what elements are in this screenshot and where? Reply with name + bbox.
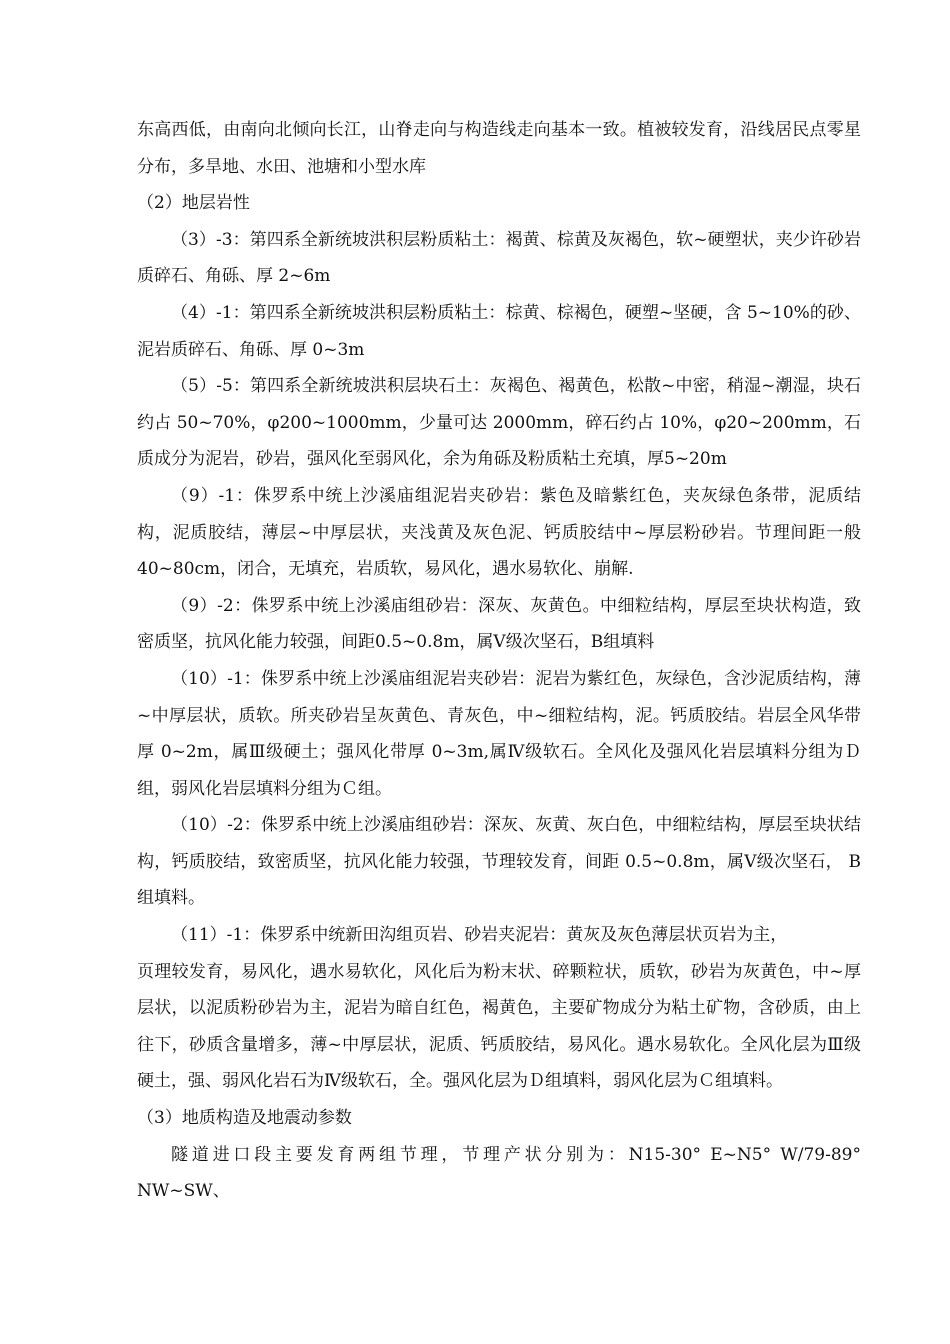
paragraph-layer-11-1-continued: 页理较发育，易风化，遇水易软化，风化后为粉末状、碎颗粒状，质软，砂岩为灰黄色，中~厚层状，以泥质粉砂岩为主，泥岩为暗自红色，褐黄色，主要矿物成分为粘土矿物，含砂质，由上往下，砂质含量增多，薄~中厚层状，泥质、钙质胶结，易风化。遇水易软化。全风化层为Ⅲ级硬土，强、弱风化岩石为Ⅳ级软石，全。强风化层为Ｄ组填料，弱风化层为Ｃ组填料。 [137, 961, 861, 1092]
paragraph-terrain: 东高西低，由南向北倾向长江，山脊走向与构造线走向基本一致。植被较发育，沿线居民点零星分布，多旱地、水田、池塘和小型水库 [137, 120, 861, 177]
paragraph-joints: 隧道进口段主要发育两组节理，节理产状分别为：N15-30° E~N5° W/79-89° NW~SW、 [137, 1144, 861, 1202]
section-heading-structure: （3）地质构造及地震动参数 [137, 1108, 352, 1129]
paragraph-layer-11-1: （11）-1：侏罗系中统新田沟组页岩、砂岩夹泥岩：黄灰及灰色薄层状页岩为主， [171, 925, 788, 946]
paragraph-layer-4-1: （4）-1：第四系全新统坡洪积层粉质粘土：棕黄、棕褐色，硬塑~坚硬，含 5~10%的砂、泥岩质碎石、角砾、厚 0~3m [137, 302, 861, 360]
paragraph-layer-3-3: （3）-3：第四系全新统坡洪积层粉质粘土：褐黄、棕黄及灰褐色，软~硬塑状，夹少许砂岩质碎石、角砾、厚 2~6m [137, 229, 861, 287]
paragraph-layer-9-1: （9）-1：侏罗系中统上沙溪庙组泥岩夹砂岩：紫色及暗紫红色，夹灰绿色条带，泥质结构，泥质胶结，薄层~中厚层状，夹浅黄及灰色泥、钙质胶结中~厚层粉砂岩。节理间距一般 40~80cm，闭合，无填充，岩质软，易风化，遇水易软化、崩解. [137, 485, 861, 580]
section-heading-strata: （2）地层岩性 [137, 193, 250, 214]
paragraph-layer-5-5: （5）-5：第四系全新统坡洪积层块石土：灰褐色、褐黄色，松散~中密，稍湿~潮湿，块石约占 50~70%，φ200~1000mm，少量可达 2000mm，碎石约占 10%，φ20~200mm，石质成分为泥岩，砂岩，强风化至弱风化，余为角砾及粉质粘土充填，厚5~20m [137, 376, 861, 470]
paragraph-layer-10-1: （10）-1：侏罗系中统上沙溪庙组泥岩夹砂岩：泥岩为紫红色，灰绿色，含沙泥质结构，薄~中厚层状，质软。所夹砂岩呈灰黄色、青灰色，中~细粒结构，泥。钙质胶结。岩层全风华带厚 0~2m，属Ⅲ级硬土；强风化带厚 0~3m,属Ⅳ级软石。全风化及强风化岩层填料分组为Ｄ组，弱风化岩层填料分组为Ｃ组。 [137, 668, 861, 799]
paragraph-layer-10-2: （10）-2：侏罗系中统上沙溪庙组砂岩：深灰、灰黄、灰白色，中细粒结构，厚层至块状结构，钙质胶结，致密质坚，抗风化能力较强，节理较发育，间距 0.5~0.8m，属Ⅴ级次坚石， B组填料。 [137, 815, 861, 909]
paragraph-layer-9-2: （9）-2：侏罗系中统上沙溪庙组砂岩：深灰、灰黄色。中细粒结构，厚层至块状构造，致密质坚，抗风化能力较强，间距0.5~0.8m，属Ⅴ级次坚石，B组填料 [137, 595, 861, 653]
document-body [137, 112, 861, 1210]
